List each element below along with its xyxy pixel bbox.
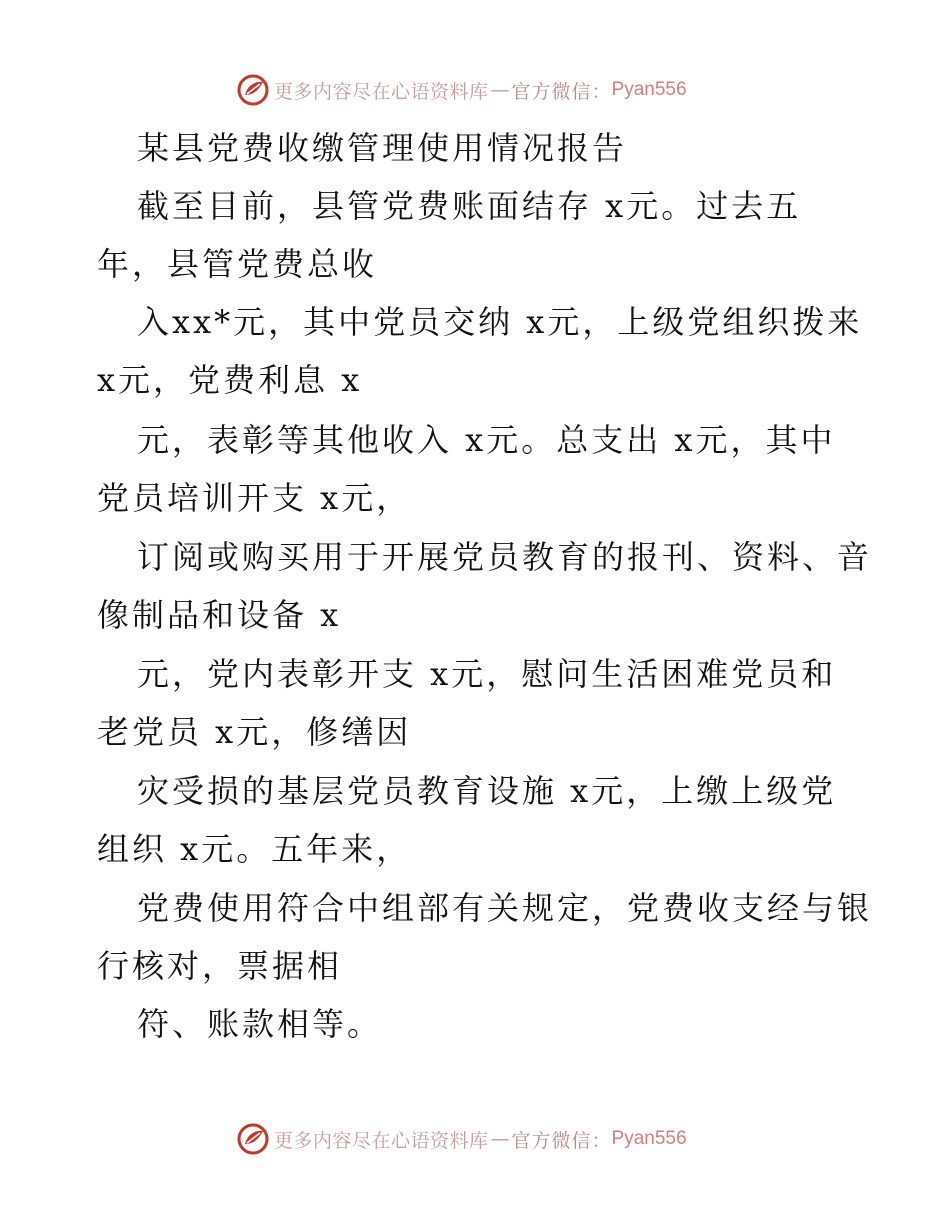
paragraph-line: 截至目前，县管党费账面结存 x元。过去五 — [137, 187, 802, 225]
paragraph-line: 党员培训开支 x元， — [97, 479, 412, 517]
paragraph-line: 党费使用符合中组部有关规定，党费收支经与银 — [137, 889, 873, 927]
watermark-label: 官方微信： — [511, 80, 612, 103]
paragraph-line: 年，县管党费总收 — [97, 245, 378, 283]
document-title: 某县党费收缴管理使用情况报告 — [137, 129, 628, 167]
paragraph-line: 符、账款相等。 — [137, 1005, 383, 1043]
watermark-dash: — — [490, 1128, 510, 1150]
paragraph-line: 像制品和设备 x — [97, 596, 342, 634]
watermark-text: 更多内容尽在心语资料库 — [274, 1129, 489, 1152]
paragraph-line: 元，表彰等其他收入 x元。总支出 x元，其中 — [137, 421, 836, 459]
paragraph-line: 灾受损的基层党员教育设施 x元，上缴上级党 — [137, 772, 837, 810]
watermark-text: 更多内容尽在心语资料库 — [274, 80, 489, 103]
paragraph-line: 元，党内表彰开支 x元，慰问生活困难党员和 — [137, 655, 837, 693]
paragraph-line: 行核对，票据相 — [97, 947, 343, 985]
paragraph-line: x元，党费利息 x — [97, 361, 363, 399]
watermark-id: Pyan556 — [611, 79, 687, 100]
leaf-logo-icon — [236, 1122, 270, 1156]
paragraph-line: 组织 x元。五年来， — [97, 830, 412, 868]
header-watermark — [236, 73, 687, 107]
leaf-logo-icon — [236, 73, 270, 107]
paragraph-line: 入xx*元，其中党员交纳 x元，上级党组织拨来 — [137, 303, 863, 341]
watermark-id: Pyan556 — [611, 1128, 687, 1149]
watermark-dash: — — [490, 79, 510, 101]
footer-watermark — [236, 1122, 687, 1156]
watermark-label: 官方微信： — [511, 1129, 612, 1152]
paragraph-line: 老党员 x元，修缮因 — [97, 713, 412, 751]
paragraph-line: 订阅或购买用于开展党员教育的报刊、资料、音 — [137, 538, 873, 576]
